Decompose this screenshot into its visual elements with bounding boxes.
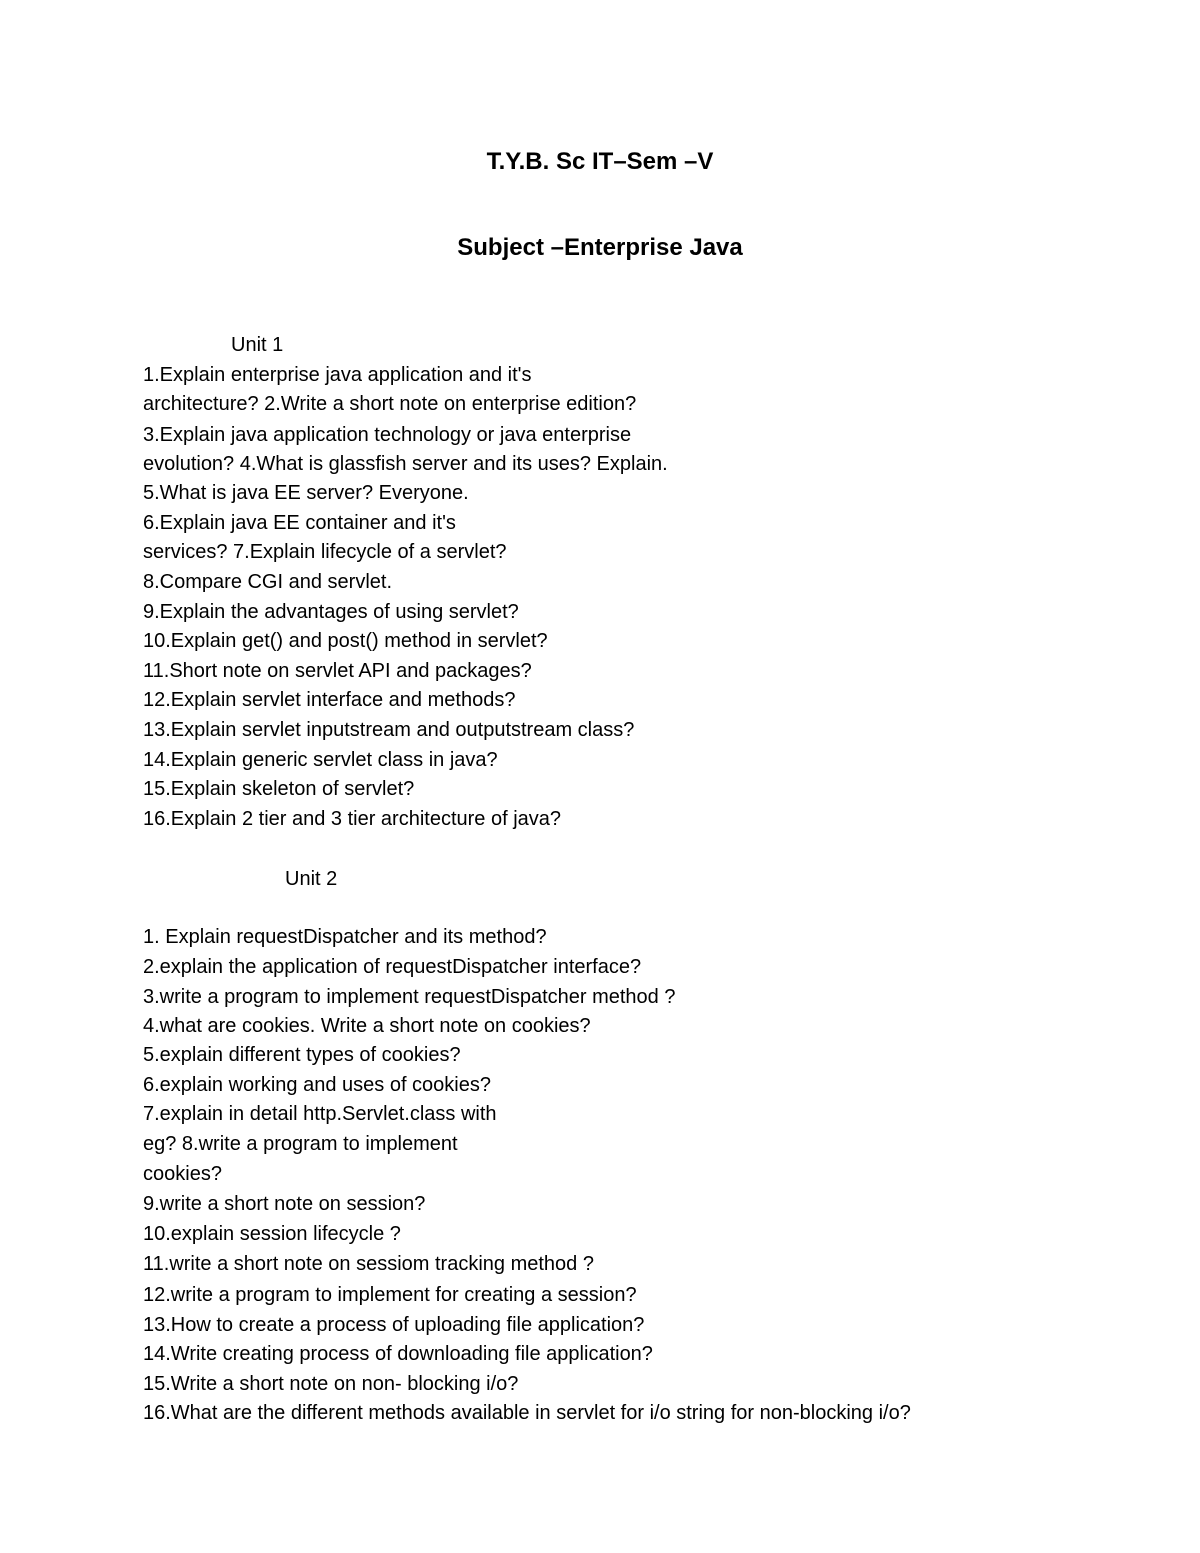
question-line: 1. Explain requestDispatcher and its method? [143,926,547,948]
question-line: eg? 8.write a program to implement [143,1133,458,1155]
question-line: 15.Explain skeleton of servlet? [143,778,415,800]
question-line: 16.What are the different methods available in servlet for i/o string for non-blocking i/o? [143,1402,911,1424]
question-line: 3.Explain java application technology or java enterprise [143,424,632,446]
question-line: 9.write a short note on session? [143,1193,426,1215]
unit-1-heading: Unit 1 [231,334,284,356]
question-line: 3.write a program to implement requestDispatcher method ? [143,986,676,1008]
question-line: architecture? 2.Write a short note on enterprise edition? [143,393,637,415]
question-line: 12.Explain servlet interface and methods? [143,689,516,711]
question-line: 8.Compare CGI and servlet. [143,571,392,593]
question-line: 12.write a program to implement for creating a session? [143,1284,637,1306]
question-line: 11.Short note on servlet API and packages? [143,660,532,682]
question-line: 11.write a short note on sessiom tracking method ? [143,1253,594,1275]
subject-title: Subject –Enterprise Java [457,234,743,261]
question-line: 7.explain in detail http.Servlet.class with [143,1103,497,1125]
question-line: services? 7.Explain lifecycle of a servlet? [143,541,507,563]
question-line: 6.explain working and uses of cookies? [143,1074,491,1096]
question-line: 13.Explain servlet inputstream and outputstream class? [143,719,635,741]
question-line: 10.explain session lifecycle ? [143,1223,401,1245]
unit-2-heading: Unit 2 [285,868,338,890]
question-line: 9.Explain the advantages of using servlet? [143,601,519,623]
question-line: cookies? [143,1163,222,1185]
question-line: 13.How to create a process of uploading file application? [143,1314,645,1336]
question-line: 16.Explain 2 tier and 3 tier architecture of java? [143,808,562,830]
question-line: 2.explain the application of requestDispatcher interface? [143,956,642,978]
question-line: 14.Write creating process of downloading file application? [143,1343,653,1365]
question-line: 15.Write a short note on non- blocking i/o? [143,1373,519,1395]
question-line: 6.Explain java EE container and it's [143,512,456,534]
question-line: evolution? 4.What is glassfish server and its uses? Explain. [143,453,668,475]
question-line: 5.explain different types of cookies? [143,1044,461,1066]
question-line: 10.Explain get() and post() method in servlet? [143,630,548,652]
question-line: 4.what are cookies. Write a short note on cookies? [143,1015,591,1037]
question-line: 5.What is java EE server? Everyone. [143,482,469,504]
question-line: 14.Explain generic servlet class in java? [143,749,498,771]
question-line: 1.Explain enterprise java application and it's [143,364,532,386]
course-title: T.Y.B. Sc IT–Sem –V [486,148,714,175]
